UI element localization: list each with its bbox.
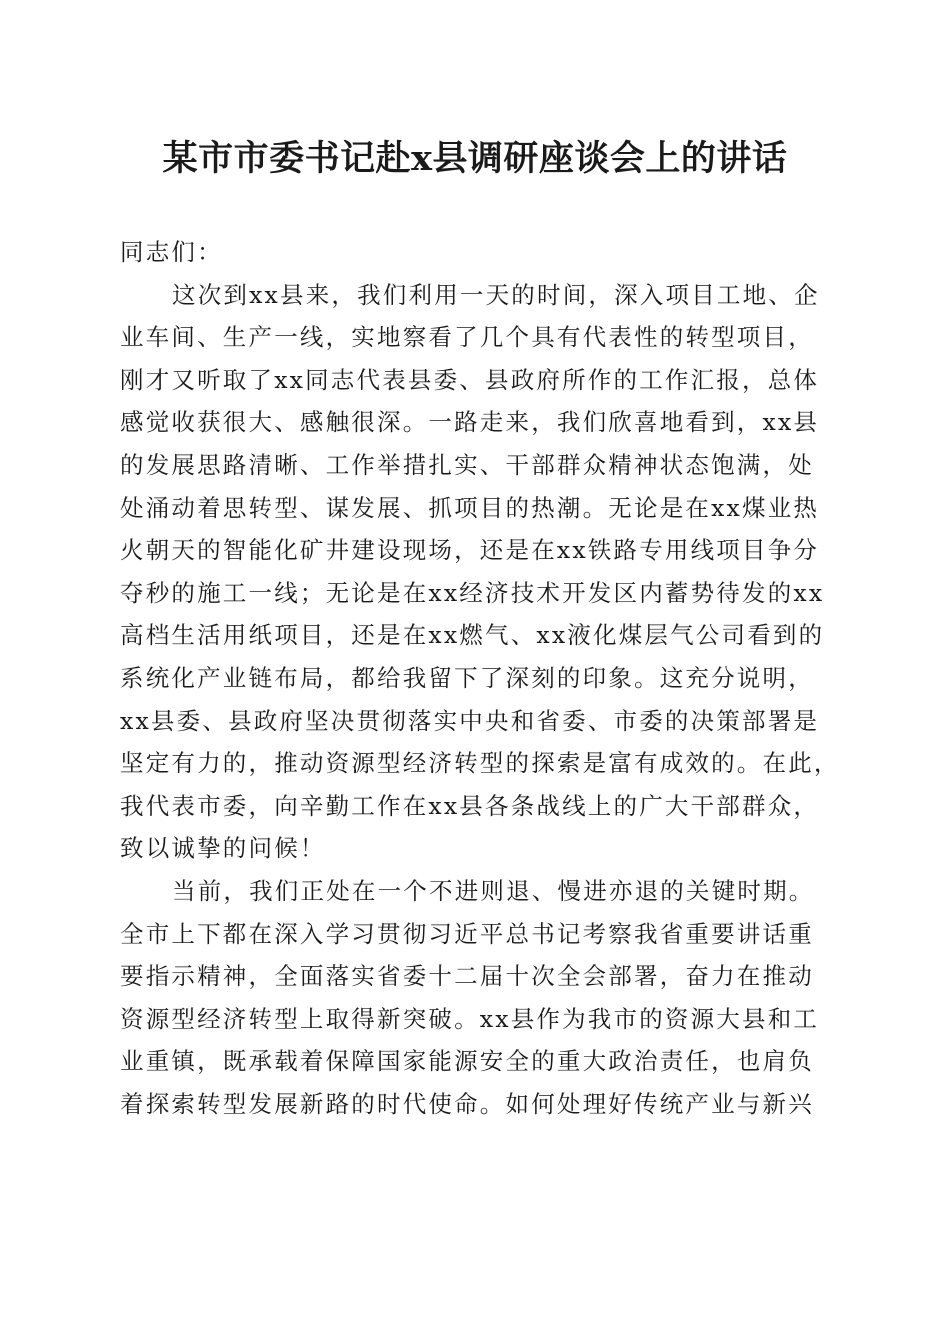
paragraph-line: 刚才又听取了xx同志代表县委、县政府所作的工作汇报，总体 bbox=[120, 365, 820, 394]
paragraph-line: 系统化产业链布局，都给我留下了深刻的印象。这充分说明， bbox=[120, 663, 814, 692]
paragraph-line: 资源型经济转型上取得新突破。xx县作为我市的资源大县和工 bbox=[120, 1004, 820, 1033]
paragraph-line: 火朝天的智能化矿井建设现场，还是在xx铁路专用线项目争分 bbox=[120, 536, 820, 565]
paragraph-line: 处涌动着思转型、谋发展、抓项目的热潮。无论是在xx煤业热 bbox=[120, 493, 820, 522]
paragraph-line: xx县委、县政府坚决贯彻落实中央和省委、市委的决策部署是 bbox=[120, 706, 820, 735]
paragraph-line: 全市上下都在深入学习贯彻习近平总书记考察我省重要讲话重 bbox=[120, 919, 814, 948]
paragraph-line: 这次到xx县来，我们利用一天的时间，深入项目工地、企 bbox=[172, 280, 820, 309]
paragraph-line: 我代表市委，向辛勤工作在xx县各条战线上的广大干部群众， bbox=[120, 791, 820, 820]
paragraph-2 bbox=[120, 870, 832, 1126]
paragraph-line: 高档生活用纸项目，还是在xx燃气、xx液化煤层气公司看到的 bbox=[120, 621, 825, 650]
paragraph-line: 夺秒的施工一线；无论是在xx经济技术开发区内蓄势待发的xx bbox=[120, 578, 825, 607]
paragraph-line: 业重镇，既承载着保障国家能源安全的重大政治责任，也肩负 bbox=[120, 1047, 814, 1076]
paragraph-1 bbox=[120, 274, 840, 870]
salutation: 同志们： bbox=[120, 238, 223, 266]
paragraph-line: 感觉收获很大、感触很深。一路走来，我们欣喜地看到，xx县 bbox=[120, 408, 820, 437]
paragraph-line: 坚定有力的，推动资源型经济转型的探索是富有成效的。在此， bbox=[120, 749, 840, 778]
paragraph-line: 当前，我们正处在一个不进则退、慢进亦退的关键时期。 bbox=[172, 876, 815, 905]
paragraph-line: 致以诚挚的问候！ bbox=[120, 834, 326, 863]
paragraph-line: 的发展思路清晰、工作举措扎实、干部群众精神状态饱满，处 bbox=[120, 450, 814, 479]
paragraph-line: 业车间、生产一线，实地察看了几个具有代表性的转型项目， bbox=[120, 323, 814, 352]
document-title: 某市市委书记赴x县调研座谈会上的讲话 bbox=[162, 138, 788, 179]
paragraph-line: 要指示精神，全面落实省委十二届十次全会部署，奋力在推动 bbox=[120, 962, 814, 991]
document-body bbox=[120, 231, 840, 1125]
paragraph-line: 着探索转型发展新路的时代使命。如何处理好传统产业与新兴 bbox=[120, 1089, 814, 1118]
